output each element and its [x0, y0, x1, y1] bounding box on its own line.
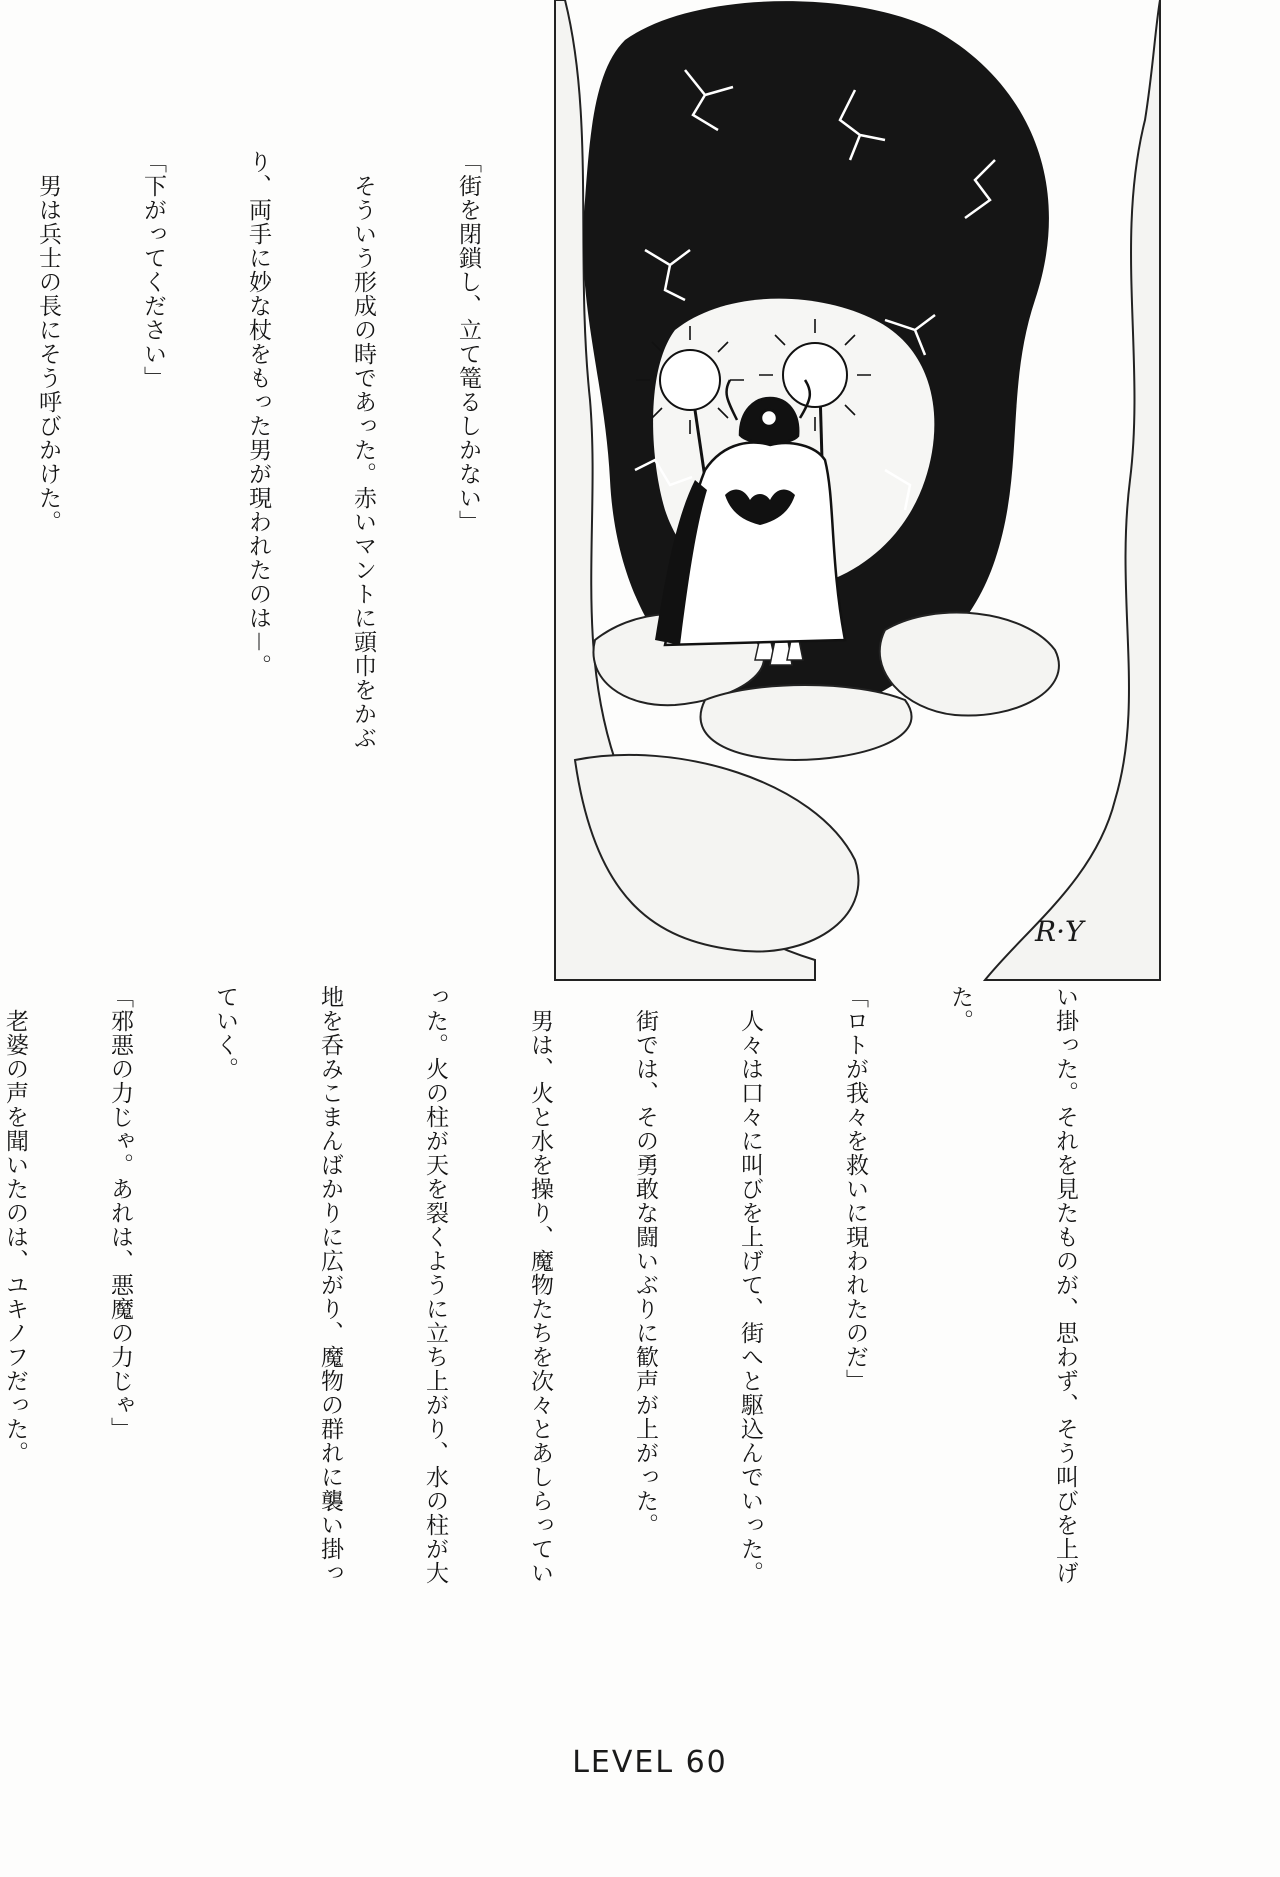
wizard-cave-illustration: [555, 0, 1160, 980]
text-line: た。: [947, 985, 973, 1033]
text-line: 男は、火と水を操り、魔物たちを次々とあしらってい: [527, 985, 553, 1585]
text-line: 地を呑みこまんばかりに広がり、魔物の群れに襲い掛っ: [317, 985, 343, 1585]
text-line: った。火の柱が天を裂くように立ち上がり、水の柱が大: [422, 985, 448, 1585]
artist-signature: R·Y: [1035, 915, 1084, 948]
text-line: 街では、その勇敢な闘いぶりに歓声が上がった。: [632, 985, 658, 1537]
text-line: 「下がってください」: [140, 150, 166, 390]
text-line: り、両手に妙な杖をもった男が現われたのは－。: [245, 150, 271, 678]
text-line: 男は兵士の長にそう呼びかけた。: [35, 150, 61, 534]
text-line: 「街を閉鎖し、立て篭るしかない」: [455, 150, 481, 534]
upper-text-block: [35, 150, 555, 930]
text-line: い掛った。それを見たものが、思わず、そう叫びを上げ: [1052, 985, 1078, 1585]
text-line: 人々は口々に叫びを上げて、街へと駆込んでいった。: [737, 985, 763, 1585]
text-line: そういう形成の時であった。赤いマントに頭巾をかぶ: [350, 150, 376, 750]
text-line: 老婆の声を聞いたのは、ユキノフだった。: [2, 985, 28, 1465]
text-line: ていく。: [212, 985, 238, 1081]
page-number-label: LEVEL 60: [572, 1745, 728, 1780]
text-line: 「ロトが我々を救いに現われたのだ」: [842, 985, 868, 1393]
text-line: 「邪悪の力じゃ。あれは、悪魔の力じゃ」: [107, 985, 133, 1441]
lower-text-block: [2, 985, 1152, 1615]
